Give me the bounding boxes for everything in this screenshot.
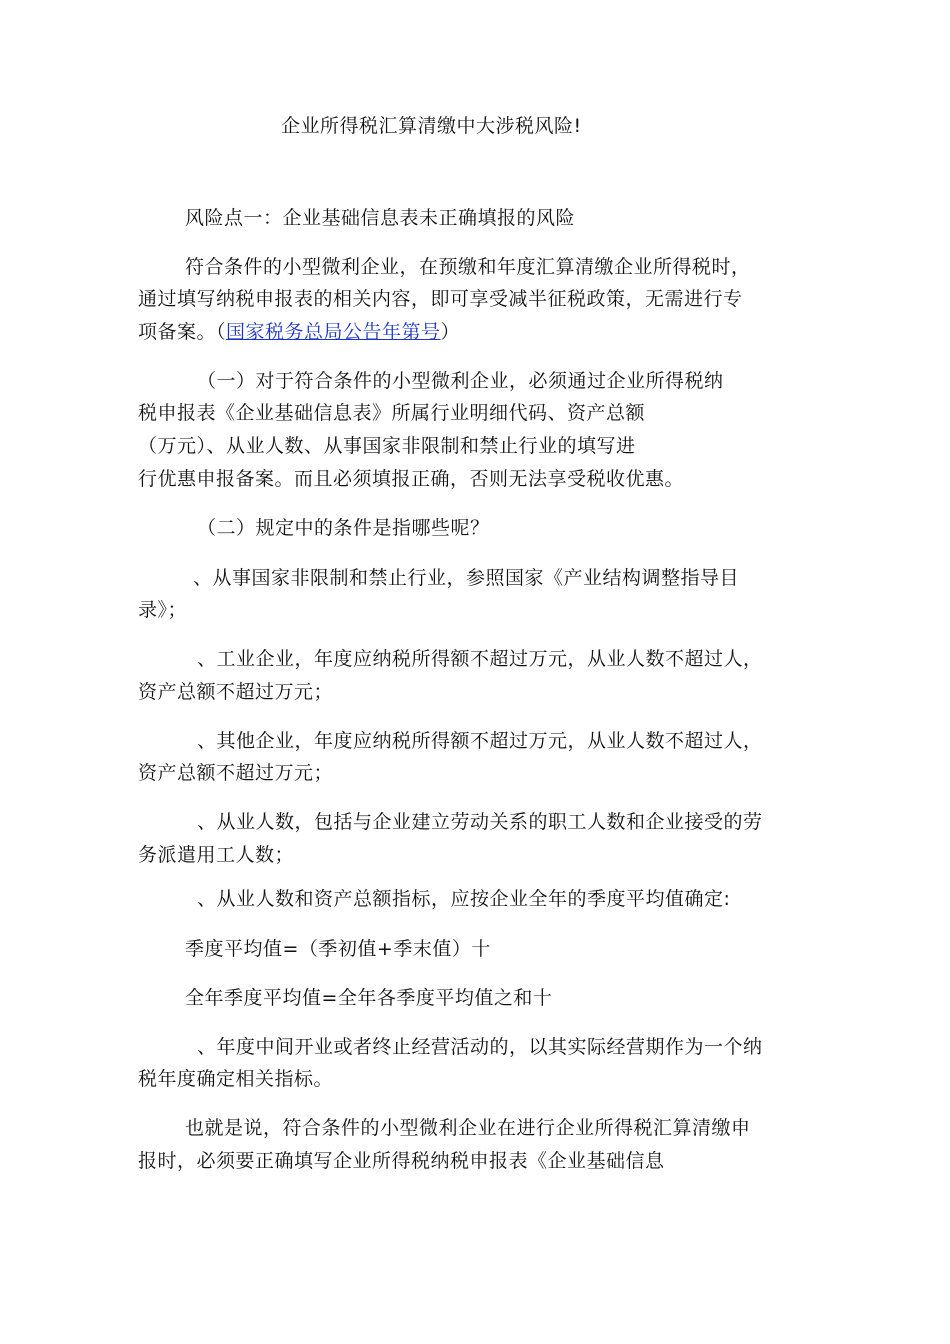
item3-line1: 、其他企业，年度应纳税所得额不超过万元，从业人数不超过人，: [197, 730, 763, 752]
para4-line2: 报时，必须要正确填写企业所得税纳税申报表《企业基础信息: [138, 1150, 665, 1172]
item4-line1: 、从业人数，包括与企业建立劳动关系的职工人数和企业接受的劳: [197, 811, 763, 833]
para1-line3-prefix: 项备案。（: [138, 321, 227, 343]
para2-line1: （一）对于符合条件的小型微利企业，必须通过企业所得税纳: [197, 370, 724, 392]
para1-line1: 符合条件的小型微利企业，在预缴和年度汇算清缴企业所得税时，: [185, 256, 751, 278]
item2-line1: 、工业企业，年度应纳税所得额不超过万元，从业人数不超过人，: [197, 648, 763, 670]
item4-line2: 务派遣用工人数；: [138, 844, 295, 866]
para2-line4: 行优惠申报备案。而且必须填报正确，否则无法享受税收优惠。: [138, 468, 685, 490]
item3-line2: 资产总额不超过万元；: [138, 762, 334, 784]
para2-line3: （万元）、从业人数、从事国家非限制和禁止行业的填写进: [138, 435, 636, 457]
para1-line2: 通过填写纳税申报表的相关内容，即可享受减半征税政策，无需进行专: [138, 288, 743, 310]
section-heading-risk-1: 风险点一：企业基础信息表未正确填报的风险: [185, 207, 576, 229]
para1-line3: [138, 320, 460, 344]
formula-annual-average: 全年季度平均值=全年各季度平均值之和十: [185, 987, 553, 1009]
item1-line1: 、从事国家非限制和禁止行业，参照国家《产业结构调整指导目: [193, 567, 740, 589]
para4-line1: 也就是说，符合条件的小型微利企业在进行企业所得税汇算清缴申: [185, 1117, 751, 1139]
item1-line2: 录》；: [138, 599, 188, 621]
para3: （二）规定中的条件是指哪些呢？: [197, 517, 490, 539]
para1-line3-suffix: ）: [440, 321, 461, 343]
item6-line1: 、年度中间开业或者终止经营活动的，以其实际经营期作为一个纳: [197, 1036, 763, 1058]
item5: 、从业人数和资产总额指标，应按企业全年的季度平均值确定:: [197, 888, 731, 910]
announcement-link[interactable]: 国家税务总局公告年第号: [226, 321, 441, 343]
para2-line2: 税申报表《企业基础信息表》所属行业明细代码、资产总额: [138, 402, 646, 424]
formula-quarter-average: 季度平均值=（季初值+季末值）十: [185, 938, 491, 960]
doc-title: 企业所得税汇算清缴中大涉税风险!: [281, 115, 582, 137]
item2-line2: 资产总额不超过万元；: [138, 681, 334, 703]
item6-line2: 税年度确定相关指标。: [138, 1068, 334, 1090]
